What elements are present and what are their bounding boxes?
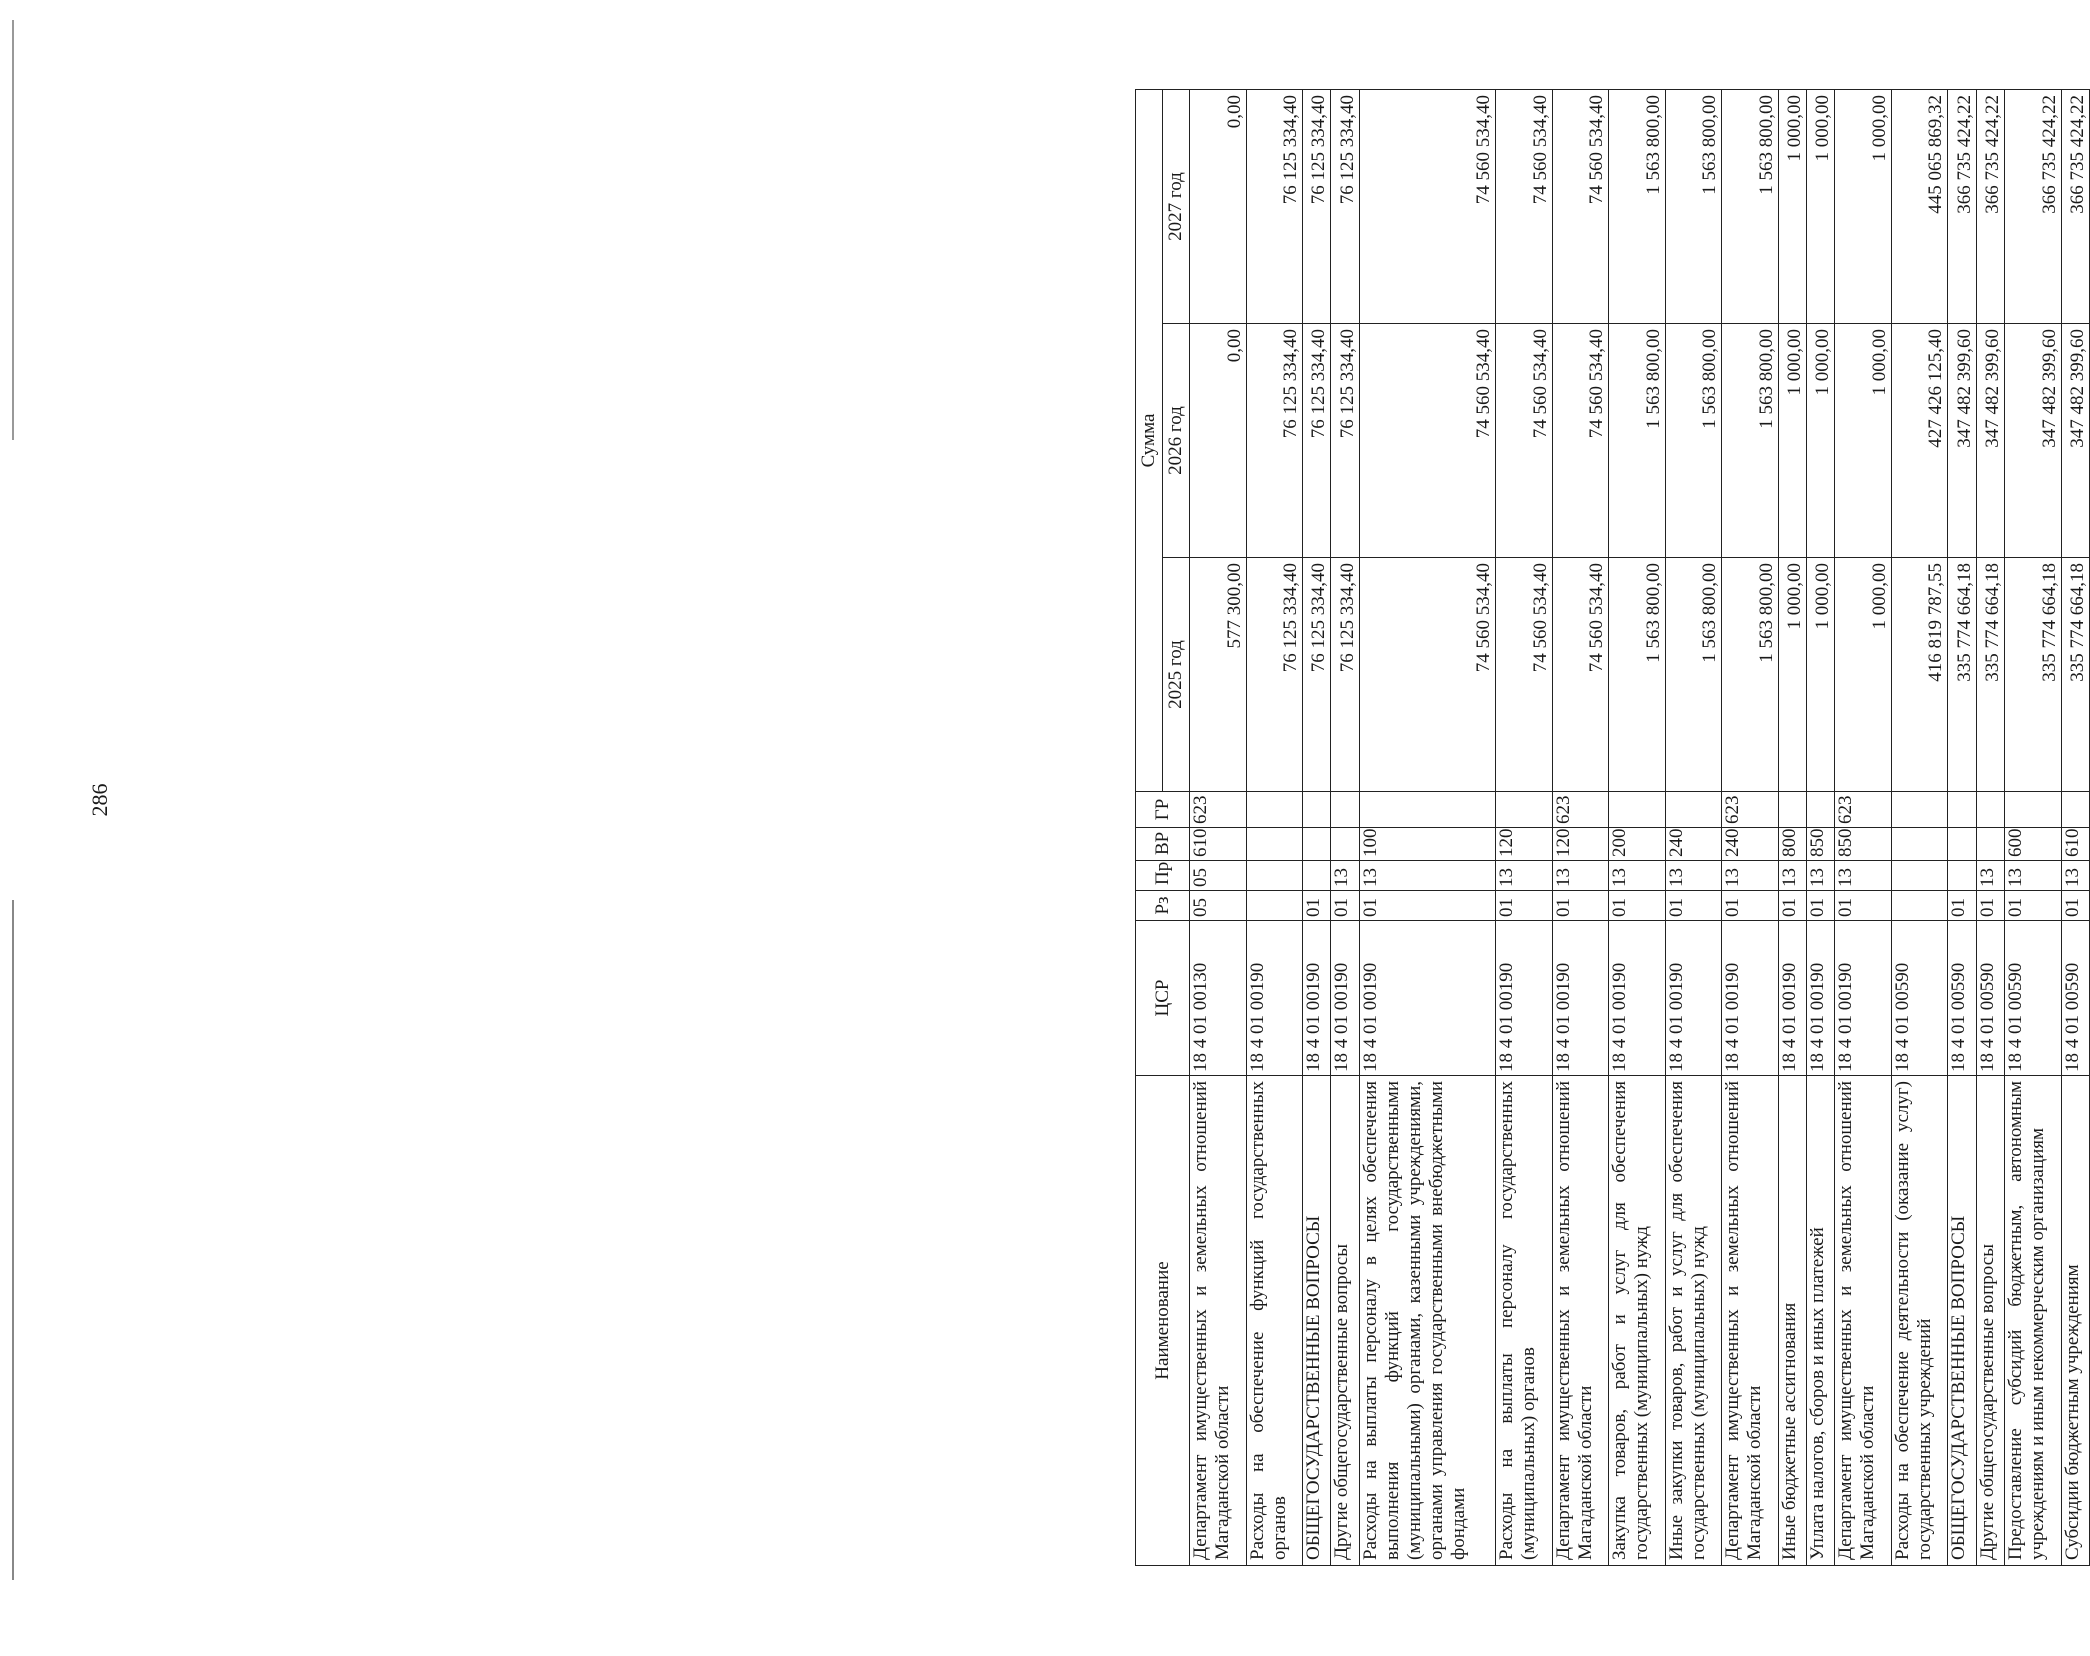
row-amount-2026: 0,00 (1190, 324, 1247, 558)
row-name: Другие общегосударственные вопросы (1976, 1076, 2004, 1566)
row-pr (1303, 861, 1331, 891)
table-row (1807, 89, 1835, 1565)
row-amount-2025: 74 560 534,40 (1496, 558, 1553, 792)
row-rz (1246, 891, 1303, 921)
row-vr (1948, 828, 1976, 861)
table-row (2061, 89, 2089, 1565)
table-row (1722, 89, 1779, 1565)
row-name: Расходы на обеспечение функций государственных органов (1246, 1076, 1303, 1566)
row-csr: 18 4 01 00190 (1778, 921, 1806, 1076)
row-gr (1246, 792, 1303, 828)
row-amount-2026: 74 560 534,40 (1552, 324, 1609, 558)
row-rz: 01 (1331, 891, 1359, 921)
row-amount-2027: 74 560 534,40 (1359, 89, 1495, 323)
rotated-table-container (1135, 90, 2090, 1566)
row-amount-2025: 76 125 334,40 (1331, 558, 1359, 792)
table-row (1835, 89, 1892, 1565)
row-gr: 623 (1190, 792, 1247, 828)
header-gr: ГР (1136, 792, 1190, 828)
row-pr: 13 (1665, 861, 1722, 891)
row-csr: 18 4 01 00590 (1948, 921, 1976, 1076)
row-name: Департамент имущественных и земельных отношений Магаданской области (1835, 1076, 1892, 1566)
row-amount-2025: 335 774 664,18 (2061, 558, 2089, 792)
table-row (1303, 89, 1331, 1565)
row-amount-2025: 76 125 334,40 (1246, 558, 1303, 792)
row-pr: 13 (1496, 861, 1553, 891)
row-amount-2027: 366 735 424,22 (2061, 89, 2089, 323)
row-amount-2025: 335 774 664,18 (1976, 558, 2004, 792)
row-amount-2026: 347 482 399,60 (2004, 324, 2061, 558)
row-pr: 13 (1835, 861, 1892, 891)
header-year-2025: 2025 год (1163, 558, 1190, 792)
header-csr: ЦСР (1136, 921, 1190, 1076)
row-pr (1246, 861, 1303, 891)
row-gr (1891, 792, 1948, 828)
row-rz: 01 (1552, 891, 1609, 921)
row-rz: 01 (1722, 891, 1779, 921)
row-gr (1948, 792, 1976, 828)
row-csr: 18 4 01 00590 (1976, 921, 2004, 1076)
row-vr: 120 (1496, 828, 1553, 861)
header-year-2026: 2026 год (1163, 324, 1190, 558)
row-amount-2026: 1 563 800,00 (1722, 324, 1779, 558)
row-vr (1246, 828, 1303, 861)
row-pr: 13 (1807, 861, 1835, 891)
header-sum: Сумма (1136, 89, 1163, 791)
row-amount-2027: 1 000,00 (1778, 89, 1806, 323)
row-vr: 850 (1807, 828, 1835, 861)
row-csr: 18 4 01 00190 (1359, 921, 1495, 1076)
row-name: Уплата налогов, сборов и иных платежей (1807, 1076, 1835, 1566)
row-rz: 01 (2004, 891, 2061, 921)
row-csr: 18 4 01 00190 (1303, 921, 1331, 1076)
row-rz: 01 (1496, 891, 1553, 921)
row-name: Закупка товаров, работ и услуг для обеспечения государственных (муниципальных) нужд (1609, 1076, 1666, 1566)
row-gr (1303, 792, 1331, 828)
table-row (1665, 89, 1722, 1565)
row-vr: 240 (1722, 828, 1779, 861)
row-csr: 18 4 01 00190 (1496, 921, 1553, 1076)
table-row (1609, 89, 1666, 1565)
row-amount-2026: 74 560 534,40 (1496, 324, 1553, 558)
row-amount-2027: 76 125 334,40 (1331, 89, 1359, 323)
row-csr: 18 4 01 00190 (1722, 921, 1779, 1076)
row-amount-2025: 1 000,00 (1835, 558, 1892, 792)
row-amount-2026: 347 482 399,60 (1976, 324, 2004, 558)
table-row (1976, 89, 2004, 1565)
row-amount-2026: 76 125 334,40 (1246, 324, 1303, 558)
row-amount-2025: 416 819 787,55 (1891, 558, 1948, 792)
header-pr: Пр (1136, 861, 1190, 891)
row-pr: 13 (2004, 861, 2061, 891)
row-gr: 623 (1552, 792, 1609, 828)
row-amount-2025: 1 563 800,00 (1609, 558, 1666, 792)
row-amount-2025: 76 125 334,40 (1303, 558, 1331, 792)
row-csr: 18 4 01 00190 (1807, 921, 1835, 1076)
scan-edge-line (12, 20, 14, 440)
row-rz: 01 (1807, 891, 1835, 921)
row-rz: 01 (1359, 891, 1495, 921)
table-header (1136, 89, 1190, 1565)
row-pr: 13 (1778, 861, 1806, 891)
row-amount-2027: 0,00 (1190, 89, 1247, 323)
table-body (1190, 89, 2090, 1565)
row-gr (1359, 792, 1495, 828)
row-vr: 200 (1609, 828, 1666, 861)
row-rz: 05 (1190, 891, 1247, 921)
row-amount-2026: 1 000,00 (1807, 324, 1835, 558)
table-row (1246, 89, 1303, 1565)
row-amount-2027: 366 735 424,22 (2004, 89, 2061, 323)
row-vr (1891, 828, 1948, 861)
row-name: Расходы на выплаты персоналу в целях обеспечения выполнения функций государственными (муниципальными) органами, казенными учреждениями, органами управления государственными внебюджетными фондами (1359, 1076, 1495, 1566)
row-rz: 01 (2061, 891, 2089, 921)
row-pr: 13 (1722, 861, 1779, 891)
row-amount-2026: 1 563 800,00 (1665, 324, 1722, 558)
row-name: Департамент имущественных и земельных отношений Магаданской области (1722, 1076, 1779, 1566)
row-rz: 01 (1778, 891, 1806, 921)
row-amount-2027: 76 125 334,40 (1303, 89, 1331, 323)
row-amount-2025: 74 560 534,40 (1359, 558, 1495, 792)
row-amount-2027: 1 563 800,00 (1722, 89, 1779, 323)
row-gr (1496, 792, 1553, 828)
table-row (1948, 89, 1976, 1565)
row-rz: 01 (1835, 891, 1892, 921)
row-pr (1891, 861, 1948, 891)
row-gr (1807, 792, 1835, 828)
row-amount-2026: 76 125 334,40 (1331, 324, 1359, 558)
row-pr: 13 (1609, 861, 1666, 891)
row-pr: 13 (1331, 861, 1359, 891)
scan-edge-line (12, 900, 14, 1580)
row-vr: 240 (1665, 828, 1722, 861)
row-amount-2025: 1 000,00 (1778, 558, 1806, 792)
row-pr: 13 (2061, 861, 2089, 891)
row-csr: 18 4 01 00590 (2004, 921, 2061, 1076)
row-rz: 01 (1303, 891, 1331, 921)
row-vr: 120 (1552, 828, 1609, 861)
row-name: Другие общегосударственные вопросы (1331, 1076, 1359, 1566)
row-amount-2025: 577 300,00 (1190, 558, 1247, 792)
table-row (1331, 89, 1359, 1565)
row-gr: 623 (1722, 792, 1779, 828)
table-row (1190, 89, 1247, 1565)
row-vr (1976, 828, 2004, 861)
row-vr (1303, 828, 1331, 861)
row-csr: 18 4 01 00590 (2061, 921, 2089, 1076)
row-name: Субсидии бюджетным учреждениям (2061, 1076, 2089, 1566)
row-amount-2027: 1 000,00 (1807, 89, 1835, 323)
row-rz (1891, 891, 1948, 921)
row-amount-2027: 76 125 334,40 (1246, 89, 1303, 323)
row-csr: 18 4 01 00190 (1552, 921, 1609, 1076)
row-name: Расходы на обеспечение деятельности (оказание услуг) государственных учреждений (1891, 1076, 1948, 1566)
row-rz: 01 (1948, 891, 1976, 921)
row-amount-2025: 1 563 800,00 (1722, 558, 1779, 792)
row-amount-2027: 74 560 534,40 (1496, 89, 1553, 323)
row-name: ОБЩЕГОСУДАРСТВЕННЫЕ ВОПРОСЫ (1948, 1076, 1976, 1566)
row-csr: 18 4 01 00190 (1331, 921, 1359, 1076)
row-amount-2027: 366 735 424,22 (1976, 89, 2004, 323)
row-gr (2004, 792, 2061, 828)
row-vr: 610 (1190, 828, 1247, 861)
row-name: Предоставление субсидий бюджетным, автономным учреждениям и иным некоммерческим организациям (2004, 1076, 2061, 1566)
row-pr: 13 (1552, 861, 1609, 891)
table-row (1359, 89, 1495, 1565)
row-rz: 01 (1665, 891, 1722, 921)
row-amount-2026: 1 563 800,00 (1609, 324, 1666, 558)
row-rz: 01 (1976, 891, 2004, 921)
row-vr: 610 (2061, 828, 2089, 861)
row-amount-2026: 347 482 399,60 (1948, 324, 1976, 558)
row-amount-2027: 1 563 800,00 (1609, 89, 1666, 323)
row-amount-2026: 347 482 399,60 (2061, 324, 2089, 558)
row-amount-2025: 335 774 664,18 (1948, 558, 1976, 792)
table-row (1891, 89, 1948, 1565)
table-row (1778, 89, 1806, 1565)
row-csr: 18 4 01 00130 (1190, 921, 1247, 1076)
page-number: 286 (87, 783, 112, 817)
table-row (2004, 89, 2061, 1565)
row-amount-2027: 74 560 534,40 (1552, 89, 1609, 323)
row-vr (1331, 828, 1359, 861)
row-gr (1331, 792, 1359, 828)
header-name: Наименование (1136, 1076, 1190, 1566)
row-vr: 600 (2004, 828, 2061, 861)
row-amount-2026: 74 560 534,40 (1359, 324, 1495, 558)
row-pr: 13 (1976, 861, 2004, 891)
row-csr: 18 4 01 00590 (1891, 921, 1948, 1076)
row-rz: 01 (1609, 891, 1666, 921)
header-rz: Рз (1136, 891, 1190, 921)
row-csr: 18 4 01 00190 (1609, 921, 1666, 1076)
row-gr (1609, 792, 1666, 828)
row-pr: 13 (1359, 861, 1495, 891)
row-amount-2026: 427 426 125,40 (1891, 324, 1948, 558)
row-csr: 18 4 01 00190 (1665, 921, 1722, 1076)
row-amount-2025: 1 000,00 (1807, 558, 1835, 792)
row-vr: 800 (1778, 828, 1806, 861)
row-gr (1976, 792, 2004, 828)
row-amount-2027: 1 000,00 (1835, 89, 1892, 323)
row-csr: 18 4 01 00190 (1246, 921, 1303, 1076)
row-vr: 850 (1835, 828, 1892, 861)
row-name: Иные бюджетные ассигнования (1778, 1076, 1806, 1566)
row-vr: 100 (1359, 828, 1495, 861)
row-amount-2026: 76 125 334,40 (1303, 324, 1331, 558)
row-gr (1665, 792, 1722, 828)
row-name: Расходы на выплаты персоналу государственных (муниципальных) органов (1496, 1076, 1553, 1566)
row-pr: 05 (1190, 861, 1247, 891)
row-name: Департамент имущественных и земельных отношений Магаданской области (1552, 1076, 1609, 1566)
row-amount-2025: 335 774 664,18 (2004, 558, 2061, 792)
row-gr (1778, 792, 1806, 828)
row-pr (1948, 861, 1976, 891)
row-amount-2025: 1 563 800,00 (1665, 558, 1722, 792)
row-amount-2027: 366 735 424,22 (1948, 89, 1976, 323)
budget-table (1135, 89, 2090, 1566)
table-row (1552, 89, 1609, 1565)
row-amount-2026: 1 000,00 (1835, 324, 1892, 558)
table-row (1496, 89, 1553, 1565)
header-year-2027: 2027 год (1163, 89, 1190, 323)
row-amount-2027: 445 065 869,32 (1891, 89, 1948, 323)
row-amount-2026: 1 000,00 (1778, 324, 1806, 558)
row-amount-2027: 1 563 800,00 (1665, 89, 1722, 323)
row-amount-2025: 74 560 534,40 (1552, 558, 1609, 792)
row-gr (2061, 792, 2089, 828)
row-csr: 18 4 01 00190 (1835, 921, 1892, 1076)
row-name: Департамент имущественных и земельных отношений Магаданской области (1190, 1076, 1247, 1566)
row-name: Иные закупки товаров, работ и услуг для обеспечения государственных (муниципальных) нужд (1665, 1076, 1722, 1566)
row-name: ОБЩЕГОСУДАРСТВЕННЫЕ ВОПРОСЫ (1303, 1076, 1331, 1566)
row-gr: 623 (1835, 792, 1892, 828)
header-vr: ВР (1136, 828, 1190, 861)
